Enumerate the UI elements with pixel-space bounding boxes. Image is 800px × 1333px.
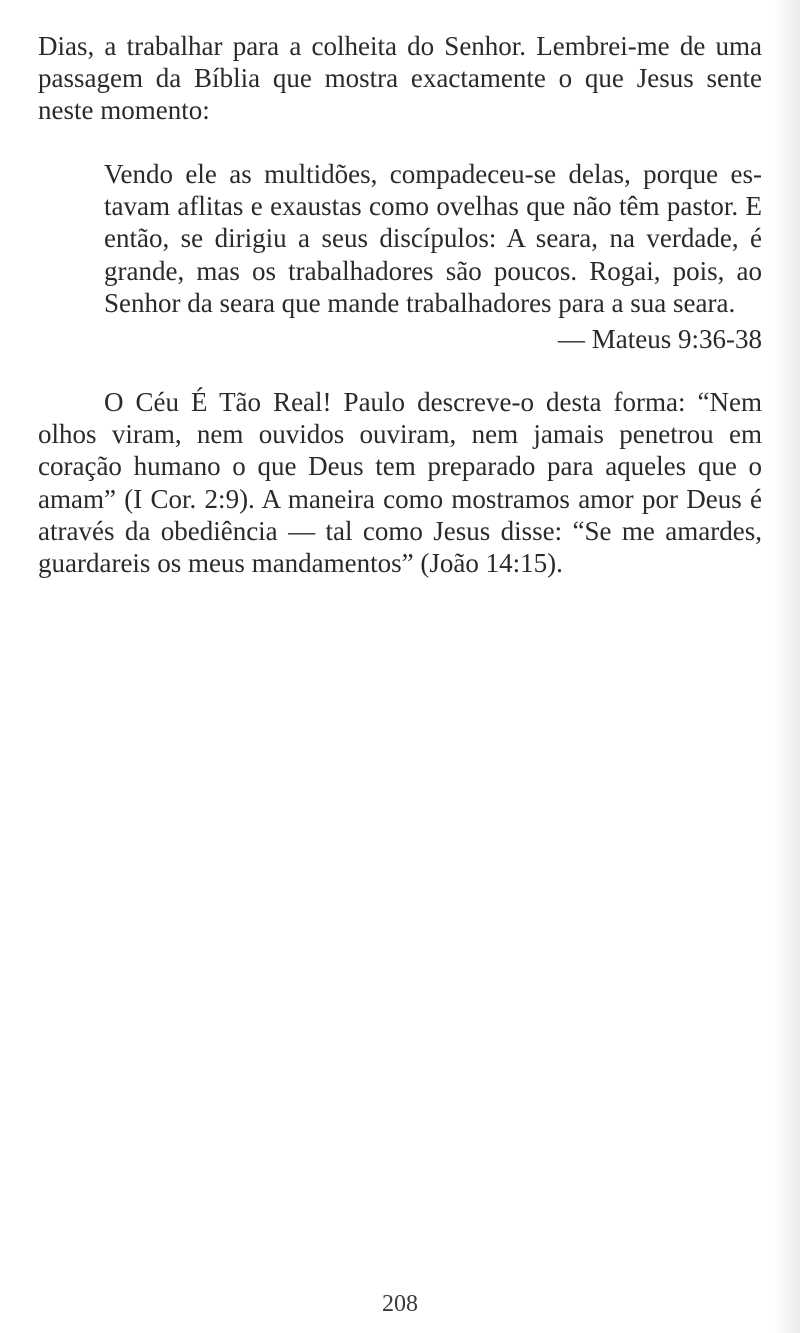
paragraph-intro: Dias, a trabalhar para a colheita do Senhor. Lembrei-me de uma passagem da Bíblia que mostra exactamente o que Jesus sente neste momento:: [38, 31, 762, 126]
quote-citation: — Mateus 9:36-38: [558, 324, 762, 354]
paragraph-heaven: O Céu É Tão Real! Paulo descreve-o desta forma: “Nem olhos viram, nem ouvidos ouviram, nem jamais penetrou em coração humano o que Deus tem preparado para aqueles que o amam” (I Cor. 2:9). A maneira como mostramos amor por Deus é através da obediência — tal como Jesus disse: “Se me amardes, guardareis os meus mandamentos” (João 14:15).: [38, 387, 762, 579]
bible-quote: Vendo ele as multidões, compadeceu-se delas, porque estavam aflitas e exaustas como ovelhas que não têm pastor. E então, se dirigiu a seus discípulos: A seara, na verdade, é grande, mas os trabalhadores são poucos. Rogai, pois, ao Senhor da seara que mande trabalhadores para a sua seara.: [104, 159, 762, 318]
page-number: 208: [382, 1291, 418, 1317]
page-edge-shadow: [774, 0, 800, 1333]
